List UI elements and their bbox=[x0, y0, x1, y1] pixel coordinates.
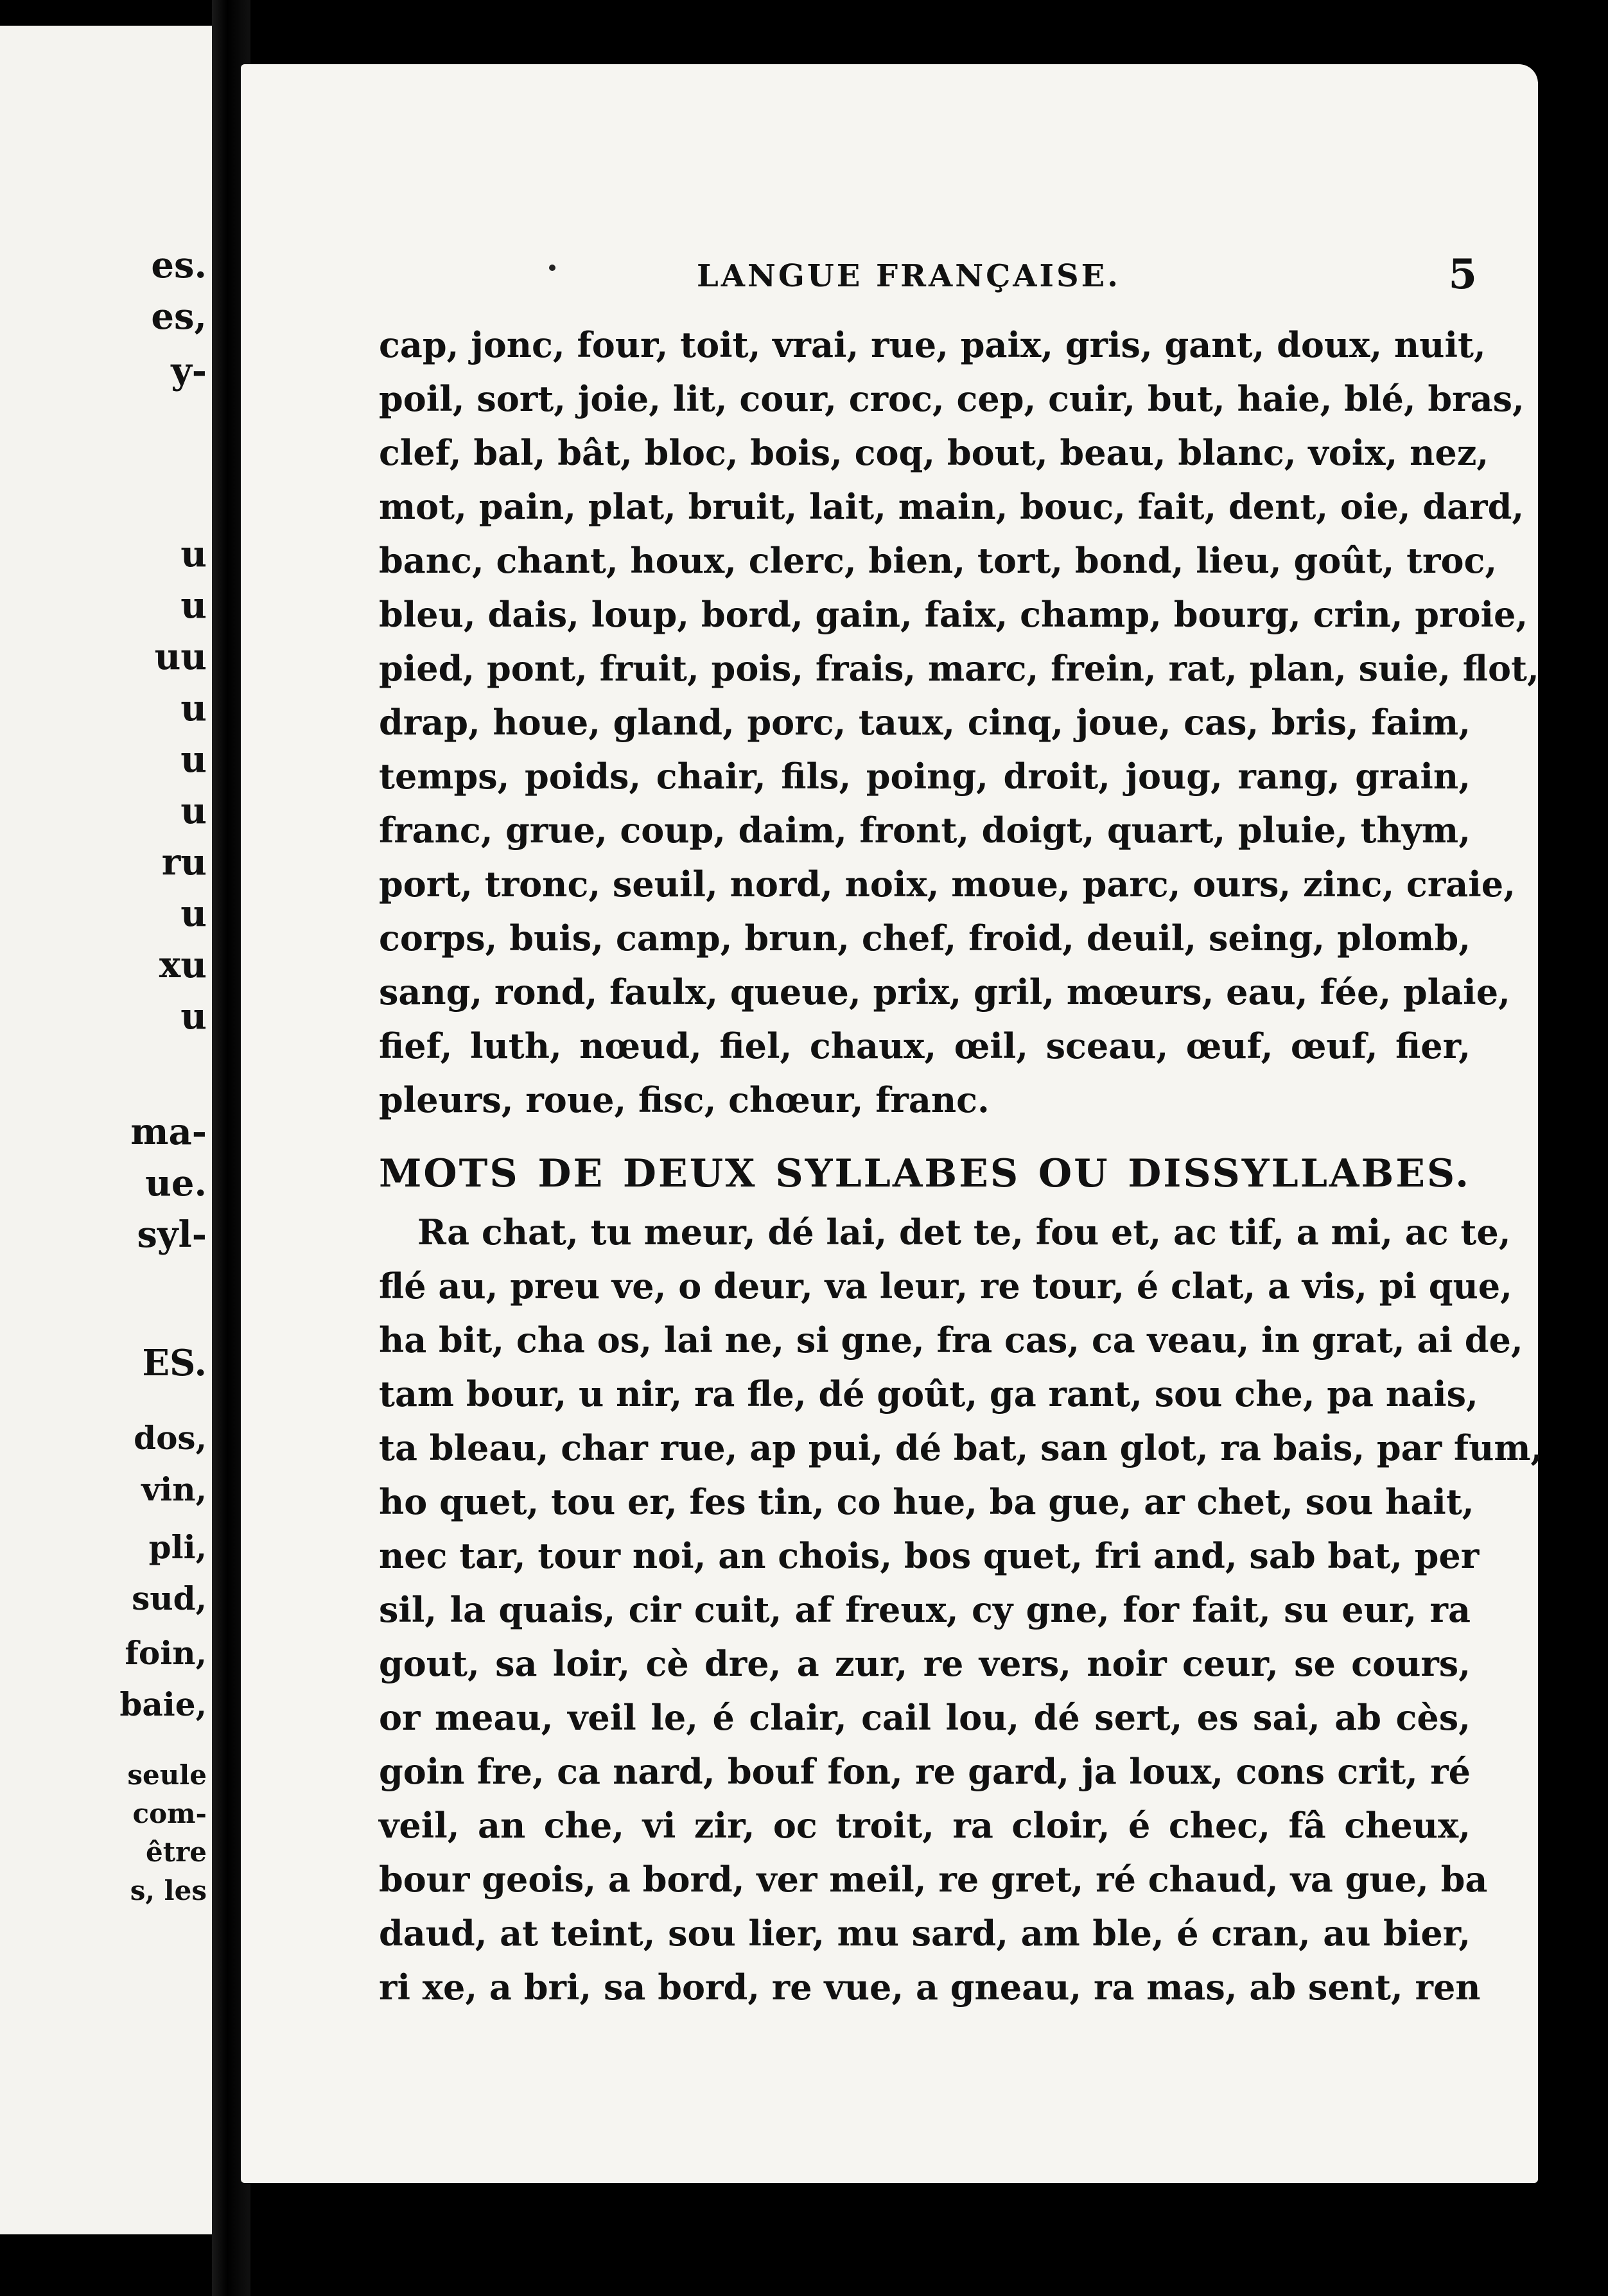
text-line: bour geois, a bord, ver meil, re gret, ré chaud, va gue, ba bbox=[379, 1859, 1488, 1900]
text-line: ta bleau, char rue, ap pui, dé bat, san glot, ra bais, par fum, bbox=[379, 1427, 1543, 1468]
text-line: banc, chant, houx, clerc, bien, tort, bond, lieu, goût, troc, bbox=[379, 540, 1498, 581]
left-page-fragment: ES. bbox=[142, 1342, 207, 1384]
text-line: clef, bal, bât, bloc, bois, coq, bout, beau, blanc, voix, nez, bbox=[379, 432, 1489, 473]
left-page-fragment: y- bbox=[171, 350, 207, 392]
left-page-fragment: xu bbox=[159, 944, 207, 986]
dissyllable-list bbox=[379, 1205, 1543, 2014]
text-line: pleurs, roue, fisc, chœur, franc. bbox=[379, 1079, 990, 1120]
text-line: corps, buis, camp, brun, chef, froid, deuil, seing, plomb, bbox=[379, 918, 1471, 959]
left-page-fragment: dos, bbox=[134, 1419, 207, 1457]
ink-dot bbox=[549, 265, 555, 271]
left-page-fragment: ue. bbox=[145, 1162, 207, 1205]
running-title: LANGUE FRANÇAISE. bbox=[697, 258, 1121, 294]
left-page-fragment: seule bbox=[127, 1759, 207, 1791]
text-line: bleu, dais, loup, bord, gain, faix, champ, bourg, crin, proie, bbox=[379, 594, 1528, 635]
left-page-fragment: sud, bbox=[132, 1579, 207, 1617]
page-header bbox=[241, 250, 1538, 308]
left-page-fragment: u bbox=[180, 738, 207, 781]
text-line: mot, pain, plat, bruit, lait, main, bouc, fait, dent, oie, dard, bbox=[379, 486, 1525, 527]
text-line: Ra chat, tu meur, dé lai, det te, fou et, ac tif, a mi, ac te, bbox=[417, 1212, 1511, 1253]
text-line: or meau, veil le, é clair, cail lou, dé sert, es sai, ab cès, bbox=[379, 1697, 1471, 1738]
text-line: temps, poids, chair, fils, poing, droit, joug, rang, grain, bbox=[379, 756, 1471, 797]
left-page-fragment: vin, bbox=[141, 1470, 207, 1508]
text-line: port, tronc, seuil, nord, noix, moue, parc, ours, zinc, craie, bbox=[379, 864, 1516, 905]
text-line: gout, sa loir, cè dre, a zur, re vers, noir ceur, se cours, bbox=[379, 1643, 1471, 1684]
left-page-fragment: u bbox=[180, 995, 207, 1038]
text-line: fief, luth, nœud, fiel, chaux, œil, sceau, œuf, œuf, fier, bbox=[379, 1025, 1471, 1066]
left-page-fragment: es. bbox=[151, 244, 207, 286]
text-line: veil, an che, vi zir, oc troit, ra cloir, é chec, fâ cheux, bbox=[379, 1805, 1471, 1846]
text-line: cap, jonc, four, toit, vrai, rue, paix, gris, gant, doux, nuit, bbox=[379, 324, 1486, 365]
text-line: sang, rond, faulx, queue, prix, gril, mœurs, eau, fée, plaie, bbox=[379, 971, 1510, 1013]
text-line: poil, sort, joie, lit, cour, croc, cep, cuir, but, haie, blé, bras, bbox=[379, 378, 1525, 419]
facing-page-left bbox=[0, 26, 212, 2234]
text-line: nec tar, tour noi, an chois, bos quet, fri and, sab bat, per bbox=[379, 1535, 1480, 1576]
left-page-fragment: u bbox=[180, 687, 207, 729]
left-page-fragment: u bbox=[180, 790, 207, 832]
text-line: ha bit, cha os, lai ne, si gne, fra cas, ca veau, in grat, ai de, bbox=[379, 1319, 1523, 1361]
left-page-fragment: com- bbox=[132, 1798, 207, 1829]
left-page-fragment: u bbox=[180, 584, 207, 627]
left-page-fragment: syl- bbox=[137, 1213, 207, 1256]
left-page-fragment: uu bbox=[154, 636, 207, 678]
text-line: goin fre, ca nard, bouf fon, re gard, ja loux, cons crit, ré bbox=[379, 1751, 1471, 1792]
text-line: drap, houe, gland, porc, taux, cinq, joue, cas, bris, faim, bbox=[379, 702, 1471, 743]
text-line: daud, at teint, sou lier, mu sard, am ble, é cran, au bier, bbox=[379, 1913, 1471, 1954]
page-number: 5 bbox=[1448, 250, 1477, 299]
left-page-fragment: es, bbox=[151, 295, 207, 338]
book-page bbox=[241, 64, 1543, 2183]
text-body bbox=[379, 318, 1543, 2014]
left-page-fragment: pli, bbox=[148, 1528, 207, 1566]
left-page-fragment: ma- bbox=[130, 1111, 207, 1153]
left-page-fragment: baie, bbox=[119, 1685, 207, 1723]
text-line: ho quet, tou er, fes tin, co hue, ba gue, ar chet, sou hait, bbox=[379, 1481, 1474, 1522]
left-page-fragment: s, les bbox=[130, 1875, 207, 1906]
text-line: tam bour, u nir, ra fle, dé goût, ga rant, sou che, pa nais, bbox=[379, 1373, 1478, 1414]
section-heading: MOTS DE DEUX SYLLABES OU DISSYLLABES. bbox=[379, 1151, 1471, 1196]
text-line: sil, la quais, cir cuit, af freux, cy gne, for fait, su eur, ra bbox=[379, 1589, 1471, 1630]
text-line: ri xe, a bri, sa bord, re vue, a gneau, ra mas, ab sent, ren bbox=[379, 1967, 1481, 2008]
left-page-fragment: u bbox=[180, 892, 207, 935]
text-line: flé au, preu ve, o deur, va leur, re tour, é clat, a vis, pi que, bbox=[379, 1265, 1512, 1307]
left-page-fragment: u bbox=[180, 533, 207, 575]
text-line: pied, pont, fruit, pois, frais, marc, frein, rat, plan, suie, flot, bbox=[379, 648, 1539, 689]
monosyllable-list bbox=[379, 318, 1539, 1127]
text-line: franc, grue, coup, daim, front, doigt, quart, pluie, thym, bbox=[379, 810, 1471, 851]
left-page-fragment: ru bbox=[161, 841, 207, 883]
left-page-fragment: être bbox=[146, 1836, 207, 1868]
left-page-fragment: foin, bbox=[125, 1634, 207, 1672]
